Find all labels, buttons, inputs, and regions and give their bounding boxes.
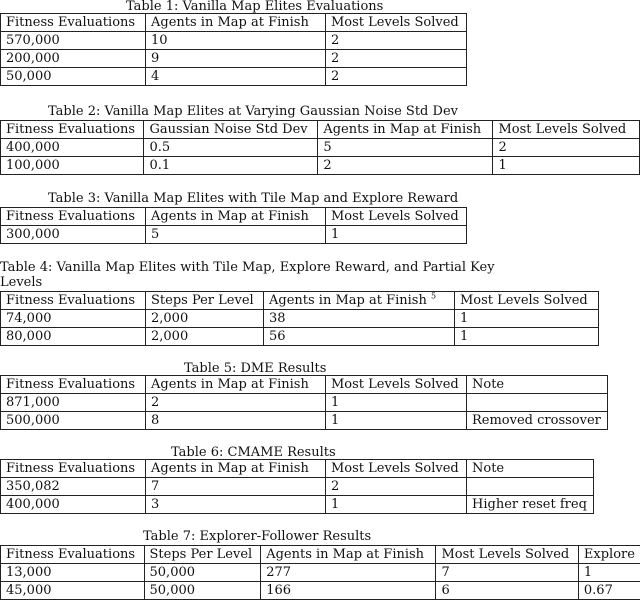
header-cell: Agents in Map at Finish [261,546,436,564]
table-cell: 1 [455,328,599,346]
table-row [1,50,467,68]
header-cell: Fitness Evaluations [1,208,146,226]
table-cell: 1 [455,310,599,328]
header-cell: Most Levels Solved [455,292,599,310]
table-6 [0,459,594,514]
table-7-caption: Table 7: Explorer-Follower Results [143,529,372,544]
table-cell: 2 [146,394,326,412]
table-1-caption: Table 1: Vanilla Map Elites Evaluations [126,0,384,14]
table-cell: 8 [146,412,326,430]
table-cell: 2 [493,139,640,157]
table-cell: 2 [318,157,493,175]
table-row [1,226,467,244]
header-cell: Note [467,376,608,394]
table-cell: 1 [326,226,467,244]
table-1 [0,13,467,86]
table-cell: 1 [578,564,640,582]
table-cell: 5 [146,226,326,244]
table-cell: 38 [264,310,455,328]
table-cell: 871,000 [1,394,146,412]
header-cell: Fitness Evaluations [1,121,144,139]
table-row [1,412,608,430]
table-cell: 2 [326,68,467,86]
table-cell: 7 [436,564,578,582]
table-row [1,496,594,514]
table-cell: 1 [326,496,467,514]
table-cell: 13,000 [1,564,145,582]
header-cell: Steps Per Level [146,292,264,310]
table-row [1,582,640,600]
header-cell: Fitness Evaluations [1,376,146,394]
table-3 [0,207,467,244]
table-4 [0,291,599,346]
table-row [1,564,640,582]
table-cell: 100,000 [1,157,144,175]
table-header-row [1,546,640,564]
table-2-caption: Table 2: Vanilla Map Elites at Varying Gaussian Noise Std Dev [48,104,458,119]
table-cell: 7 [146,478,326,496]
header-cell: Most Levels Solved [326,376,467,394]
table-row [1,139,640,157]
table-cell: 56 [264,328,455,346]
table-cell: 10 [146,32,326,50]
header-cell: Fitness Evaluations [1,292,146,310]
footnote-marker: 5 [430,291,437,301]
table-row [1,68,467,86]
header-cell [264,292,455,310]
table-cell: 0.5 [144,139,318,157]
table-6-caption: Table 6: CMAME Results [171,445,336,460]
table-cell: 3 [146,496,326,514]
table-cell: 500,000 [1,412,146,430]
table-cell: 1 [493,157,640,175]
header-cell: Fitness Evaluations [1,14,146,32]
table-row [1,310,599,328]
table-row [1,478,594,496]
table-cell: 9 [146,50,326,68]
table-cell: 2,000 [146,310,264,328]
header-cell: Agents in Map at Finish [146,14,326,32]
header-cell: Fitness Evaluations [1,546,145,564]
table-cell: 350,082 [1,478,146,496]
header-cell: Explore [578,546,640,564]
table-cell [467,394,608,412]
table-row [1,157,640,175]
table-cell: 2 [326,32,467,50]
table-row [1,394,608,412]
table-header-row [1,292,599,310]
table-cell: 6 [436,582,578,600]
table-cell: 50,000 [144,564,261,582]
header-cell: Agents in Map at Finish [146,208,326,226]
table-cell: 400,000 [1,139,144,157]
table-cell: 0.1 [144,157,318,175]
header-cell: Most Levels Solved [326,460,467,478]
header-cell: Agents in Map at Finish [318,121,493,139]
header-cell: Agents in Map at Finish [146,376,326,394]
header-cell: Most Levels Solved [436,546,578,564]
table-cell: 2,000 [146,328,264,346]
table-cell: 50,000 [1,68,146,86]
table-header-row [1,14,467,32]
table-cell: 277 [261,564,436,582]
header-cell: Agents in Map at Finish [146,460,326,478]
table-row [1,328,599,346]
table-cell: 80,000 [1,328,146,346]
table-cell: 300,000 [1,226,146,244]
table-header-row [1,121,640,139]
table-cell: 4 [146,68,326,86]
table-header-row [1,460,594,478]
header-cell: Gaussian Noise Std Dev [144,121,318,139]
table-3-caption: Table 3: Vanilla Map Elites with Tile Map and Explore Reward [48,191,459,206]
header-cell-text: Agents in Map at Finish [269,293,427,308]
table-5 [0,375,608,430]
table-cell: 0.67 [578,582,640,600]
table-cell: 2 [326,50,467,68]
table-2 [0,120,640,175]
table-cell: Removed crossover [467,412,608,430]
table-7 [0,545,640,600]
table-header-row [1,376,608,394]
header-cell: Most Levels Solved [326,208,467,226]
header-cell: Note [467,460,594,478]
header-cell: Steps Per Level [144,546,261,564]
table-cell: 2 [326,478,467,496]
table-cell: 74,000 [1,310,146,328]
table-5-caption: Table 5: DME Results [184,361,327,376]
table-4-caption: Table 4: Vanilla Map Elites with Tile Map, Explore Reward, and Partial Key Levels [0,260,495,290]
table-cell: 1 [326,394,467,412]
table-cell: 1 [326,412,467,430]
table-cell: Higher reset freq [467,496,594,514]
table-cell: 5 [318,139,493,157]
table-cell: 166 [261,582,436,600]
table-cell: 200,000 [1,50,146,68]
table-cell [467,478,594,496]
header-cell: Most Levels Solved [326,14,467,32]
table-cell: 50,000 [144,582,261,600]
header-cell: Most Levels Solved [493,121,640,139]
table-row [1,32,467,50]
table-header-row [1,208,467,226]
header-cell: Fitness Evaluations [1,460,146,478]
table-cell: 45,000 [1,582,145,600]
table-cell: 570,000 [1,32,146,50]
table-cell: 400,000 [1,496,146,514]
